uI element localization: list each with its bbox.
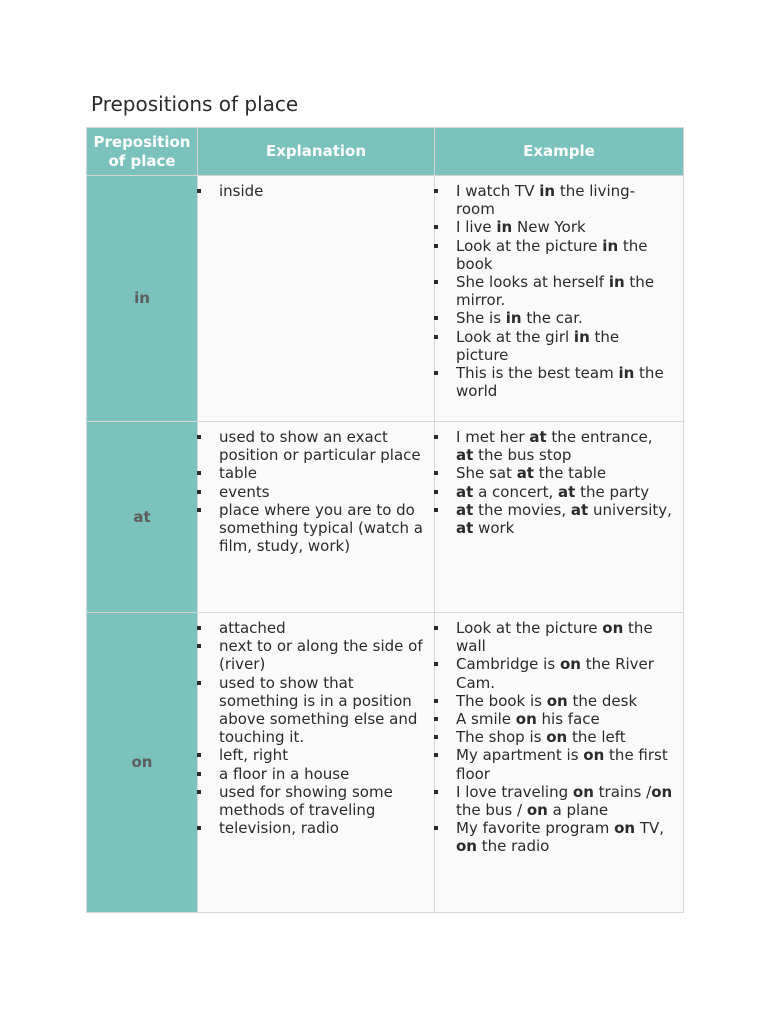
preposition-highlight: on [614,819,636,838]
table-row [87,613,684,913]
preposition-highlight: on [572,782,594,801]
example-cell [435,613,684,913]
header-preposition: Preposition of place [87,128,198,176]
preposition-highlight: at [529,428,547,446]
list-item: a floor in a house [198,765,424,783]
list-item: place where you are to do something typical (watch a film, study, work) [198,501,424,556]
list-item: I met her at the entrance, at the bus stop [435,428,673,464]
example-cell [435,422,684,613]
preposition-highlight: on [602,619,624,637]
header-example: Example [435,128,684,176]
example-list [435,176,683,410]
header-explanation: Explanation [198,128,435,176]
list-item: events [198,483,424,501]
preposition-highlight: on [546,728,568,747]
page-title: Prepositions of place [91,92,299,116]
list-item: Look at the picture on the wall [435,619,673,655]
preposition-highlight: on [651,782,673,801]
example-cell [435,176,684,422]
preposition-highlight: in [573,327,590,346]
preposition-highlight: at [516,464,534,483]
list-item: at the movies, at university, at work [435,501,673,537]
example-list [435,422,683,547]
preposition-highlight: on [515,710,537,729]
preposition-cell: in [87,176,198,422]
preposition-highlight: at [456,446,474,465]
explanation-cell [198,422,435,613]
preposition-highlight: in [602,236,619,255]
list-item: The book is on the desk [435,692,673,710]
preposition-cell: at [87,422,198,613]
list-item: Look at the girl in the picture [435,328,673,364]
preposition-highlight: on [546,691,568,710]
preposition-highlight: at [456,519,474,538]
prepositions-table [86,127,684,913]
list-item: She sat at the table [435,464,673,482]
list-item: inside [198,182,424,200]
list-item: Cambridge is on the River Cam. [435,655,673,691]
preposition-highlight: at [456,500,474,519]
preposition-highlight: on [456,837,477,856]
preposition-highlight: in [496,218,513,237]
list-item: My favorite program on TV, on the radio [435,819,673,855]
preposition-highlight: in [608,273,625,292]
list-item: television, radio [198,819,424,837]
preposition-highlight: at [558,482,576,501]
explanation-list [198,422,434,565]
list-item: at a concert, at the party [435,483,673,501]
list-item: The shop is on the left [435,728,673,746]
list-item: Look at the picture in the book [435,237,673,273]
list-item: used to show an exact position or particular place [198,428,424,464]
preposition-highlight: on [559,655,581,674]
list-item: next to or along the side of (river) [198,637,424,673]
example-list [435,613,683,866]
preposition-highlight: in [505,309,522,328]
explanation-cell [198,176,435,422]
preposition-highlight: in [618,364,635,383]
table-row [87,176,684,422]
list-item: left, right [198,746,424,764]
list-item: I love traveling on trains /on the bus / on a plane [435,783,673,819]
list-item: A smile on his face [435,710,673,728]
list-item: I watch TV in the living-room [435,182,673,218]
list-item: attached [198,619,424,637]
table-row [87,422,684,613]
preposition-highlight: on [526,801,548,820]
list-item: used for showing some methods of traveling [198,783,424,819]
preposition-highlight: in [539,182,556,200]
explanation-cell [198,613,435,913]
preposition-highlight: on [583,746,605,765]
preposition-cell: on [87,613,198,913]
list-item: My apartment is on the first floor [435,746,673,782]
preposition-highlight: at [570,500,589,519]
preposition-highlight: at [456,482,474,501]
explanation-list [198,613,434,847]
list-item: table [198,464,424,482]
list-item: This is the best team in the world [435,364,673,400]
list-item: She looks at herself in the mirror. [435,273,673,309]
list-item: She is in the car. [435,309,673,327]
list-item: used to show that something is in a position above something else and touching it. [198,674,424,747]
explanation-list [198,176,434,210]
table-header-row [87,128,684,176]
list-item: I live in New York [435,218,673,236]
